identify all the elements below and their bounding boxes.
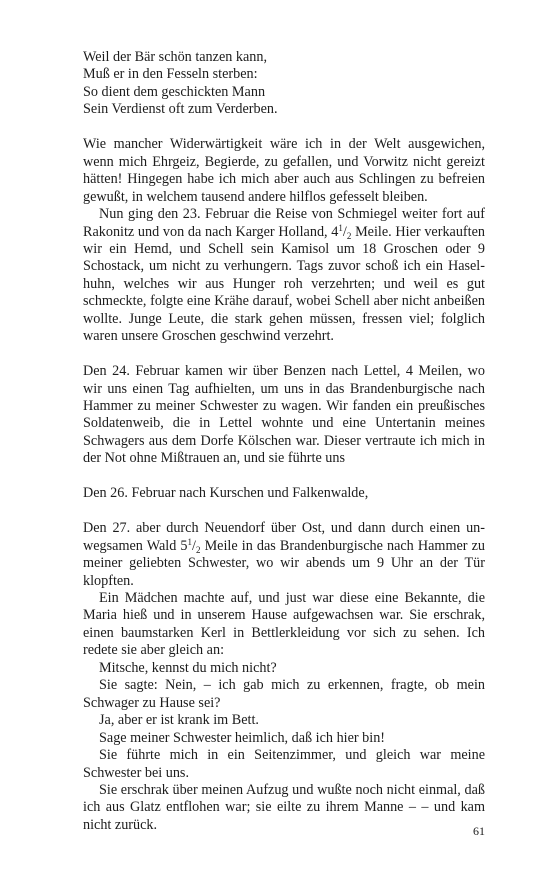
paragraph-10: Sage meiner Schwester heimlich, daß ich hier bin! bbox=[99, 729, 386, 746]
paragraph-4: Den 26. Februar nach Kurschen und Falkenwalde, bbox=[83, 485, 369, 502]
fraction-numerator: 1 bbox=[187, 536, 193, 547]
fraction-denominator: 2 bbox=[346, 230, 352, 241]
paragraph-3: Den 24. Februar kamen wir über Benzen nach Lettel, 4 Meilen, wo wir uns einen Tag aufhielten, um uns in das Brandenburgische nach Hammer zu meiner Schwester zu wagen. Wir fanden ein preußisches Soldatenweib, die in Lettel wohnte und eine Untertanin meines Schwagers aus dem Dorfe Kölschen war. Dieser vertraute ich mich in der Not ohne Mißtrauen an, und sie führte uns bbox=[83, 363, 485, 467]
fraction-numerator: 1 bbox=[338, 222, 343, 233]
section-gap bbox=[83, 503, 485, 520]
paragraph-7: Mitsche, kennst du mich nicht? bbox=[99, 659, 277, 676]
verse-line-4: Sein Verdienst oft zum Verderben. bbox=[83, 101, 278, 118]
paragraph-8: Sie sagte: Nein, – ich gab mich zu erkennen, fragte, ob mein Schwager zu Hause sei? bbox=[83, 677, 485, 711]
section-gap bbox=[83, 468, 485, 485]
verse-line-3: So dient dem geschickten Mann bbox=[83, 83, 266, 100]
paragraph-12: Sie erschrak über meinen Aufzug und wußte noch nicht einmal, daß ich aus Glatz entflohen war; sie eilte zu ihrem Manne – – und kam nicht zurück. bbox=[83, 781, 485, 833]
paragraph-5-text-a: Den 27. aber durch Neuendorf über Ost, und dann durch einen unwegsamen Wald 5 bbox=[83, 520, 485, 554]
paragraph-2 bbox=[83, 206, 485, 346]
verse-line-2: Muß er in den Fesseln sterben: bbox=[83, 66, 258, 83]
fraction-slash: / bbox=[342, 223, 347, 240]
paragraph-9: Ja, aber er ist krank im Bett. bbox=[99, 712, 259, 729]
section-gap bbox=[83, 346, 485, 363]
paragraph-2-text-a: Nun ging den 23. Februar die Reise von Schmiegel weiter fort auf Rakonitz und von da nach Karger Holland, 4 bbox=[83, 206, 485, 240]
page-number: 61 bbox=[473, 824, 485, 838]
section-gap bbox=[83, 119, 485, 136]
fraction-slash: / bbox=[192, 537, 196, 554]
paragraph-5 bbox=[83, 520, 485, 590]
paragraph-2-text-b: Meile. Hier verkauften wir ein Hemd, und Schell sein Kamisol um 18 Groschen oder 9 Schostack, um nicht zu verhungern. Tags zuvor schoß ich ein Haselhuhn, welches wir aus Hunger roh verzehrten; und weil es gut schmeckte, folgte eine Krähe darauf, wobei Schell aber nicht anbeißen wollte. Junge Leute, die stark gehen müssen, fressen viel; folglich waren unsere Groschen geschwind verzehrt. bbox=[83, 223, 485, 345]
paragraph-5-text-b: Meile in das Brandenburgische nach Hammer zu meiner geliebten Schwester, wo wir abends um 9 Uhr an der Tür klopften. bbox=[83, 537, 485, 589]
fraction-denominator: 2 bbox=[195, 544, 201, 555]
verse-line-1: Weil der Bär schön tanzen kann, bbox=[83, 49, 268, 65]
verse-stanza bbox=[83, 49, 485, 119]
paragraph-6: Ein Mädchen machte auf, und just war diese eine Bekannte, die Maria hieß und in unserem Hause aufgewachsen war. Sie erschrak, einen baumstarken Kerl in Bettlerkleidung vor sich zu sehen. Ich redete sie aber gleich an: bbox=[83, 589, 485, 659]
paragraph-1: Wie mancher Widerwärtigkeit wäre ich in der Welt ausgewichen, wenn mich Ehrgeiz, Begierde, zu gefallen, und Vorwitz nicht gereizt hätten! Hingegen habe ich mich aber auch aus Schlingen zu befreien gewußt, in welchem tausend andere hilflos gefesselt bleiben. bbox=[83, 136, 485, 205]
paragraph-11: Sie führte mich in ein Seitenzimmer, und gleich war meine Schwester bei uns. bbox=[83, 747, 485, 781]
